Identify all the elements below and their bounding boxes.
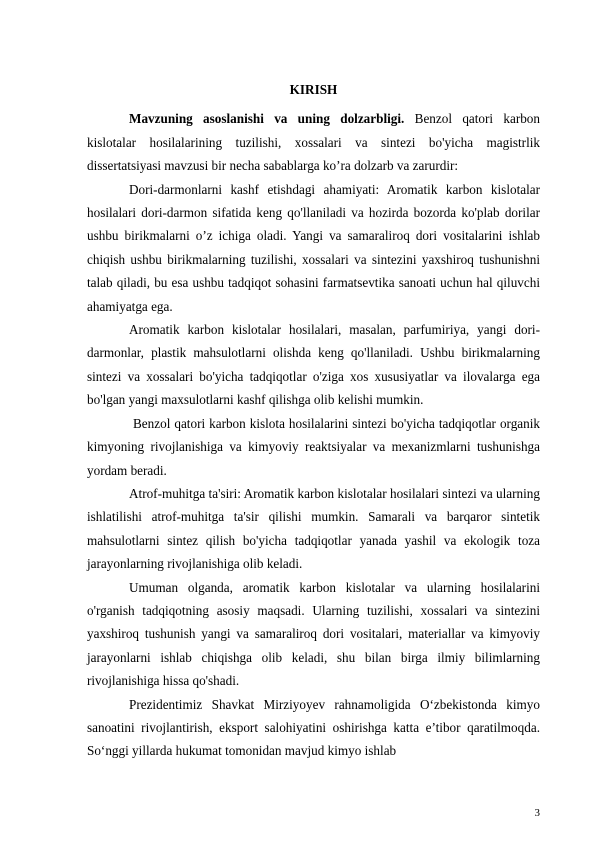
paragraph-organic-chemistry: Benzol qatori karbon kislota hosilalarini sintezi bo'yicha tadqiqotlar organik kimyoning rivojlanishiga va kimyoviy reaktsiyalar va mexanizmlarni tushunishga yordam beradi.	[87, 415, 540, 478]
paragraph-relevance	[87, 107, 540, 177]
page-content	[87, 78, 540, 763]
paragraph-president: Prezidentimiz Shavkat Mirziyoyev rahnamoligida O‘zbekistonda kimyo sanoatini rivojlantirish, eksport salohiyatini oshirishga katta e’tibor qaratilmoqda. So‘nggi yillarda hukumat tomonidan mavjud kimyo ishlab	[87, 696, 540, 759]
paragraph-lead: Mavzuning asoslanishi va uning dolzarbligi.	[129, 111, 405, 127]
page-number: 3	[534, 807, 540, 819]
paragraph-text: Benzol qatori karbon kislotalar hosilalarining tuzilishi, xossalari va sintezi bo'yicha magistrlik dissertatsiyasi mavzusi bir necha sabablarga ko’ra dolzarb va zarurdir:	[87, 111, 540, 174]
paragraph-drug-discovery: Dori-darmonlarni kashf etishdagi ahamiyati: Aromatik karbon kislotalar hosilalari dori-darmon sifatida keng qo'llaniladi va hozirda bozorda ko'plab dorilar ushbu birikmalarni o’z ichiga oladi. Yangi va samaraliroq dori vositalarini ishlab chiqish ushbu birikmalarning tuzilishi, xossalari va sintezini yaxshiroq tushunishni talab qiladi, bu esa ushbu tadqiqot sohasini farmatsevtika sanoati uchun hal qiluvchi ahamiyatga ega.	[87, 181, 540, 314]
paragraph-summary: Umuman olganda, aromatik karbon kislotalar va ularning hosilalarini o'rganish tadqiqotning asosiy maqsadi. Ularning tuzilishi, xossalari va sintezini yaxshiroq tushunish yangi va samaraliroq dori vositalari, materiallar va kimyoviy jarayonlarni ishlab chiqishga olib keladi, shu bilan birga ilmiy bilimlarning rivojlanishiga hissa qo'shadi.	[87, 579, 540, 689]
section-title: KIRISH	[289, 82, 338, 97]
paragraph-applications: Aromatik karbon kislotalar hosilalari, masalan, parfumiriya, yangi dori-darmonlar, plastik mahsulotlarni olishda keng qo'llaniladi. Ushbu birikmalarning sintezi va xossalari bo'yicha tadqiqotlar o'ziga xos xususiyatlar va ilovalarga ega bo'lgan yangi maxsulotlarni kashf qilishga olib kelishi mumkin.	[87, 322, 540, 408]
paragraph-environment: Atrof-muhitga ta'siri: Aromatik karbon kislotalar hosilalari sintezi va ularning ishlatilishi atrof-muhitga ta'sir qilishi mumkin. Samarali va barqaror sintetik mahsulotlarni sintez qilish bo'yicha tadqiqotlar yanada yashil va ekologik toza jarayonlarning rivojlanishiga olib keladi.	[87, 485, 540, 572]
